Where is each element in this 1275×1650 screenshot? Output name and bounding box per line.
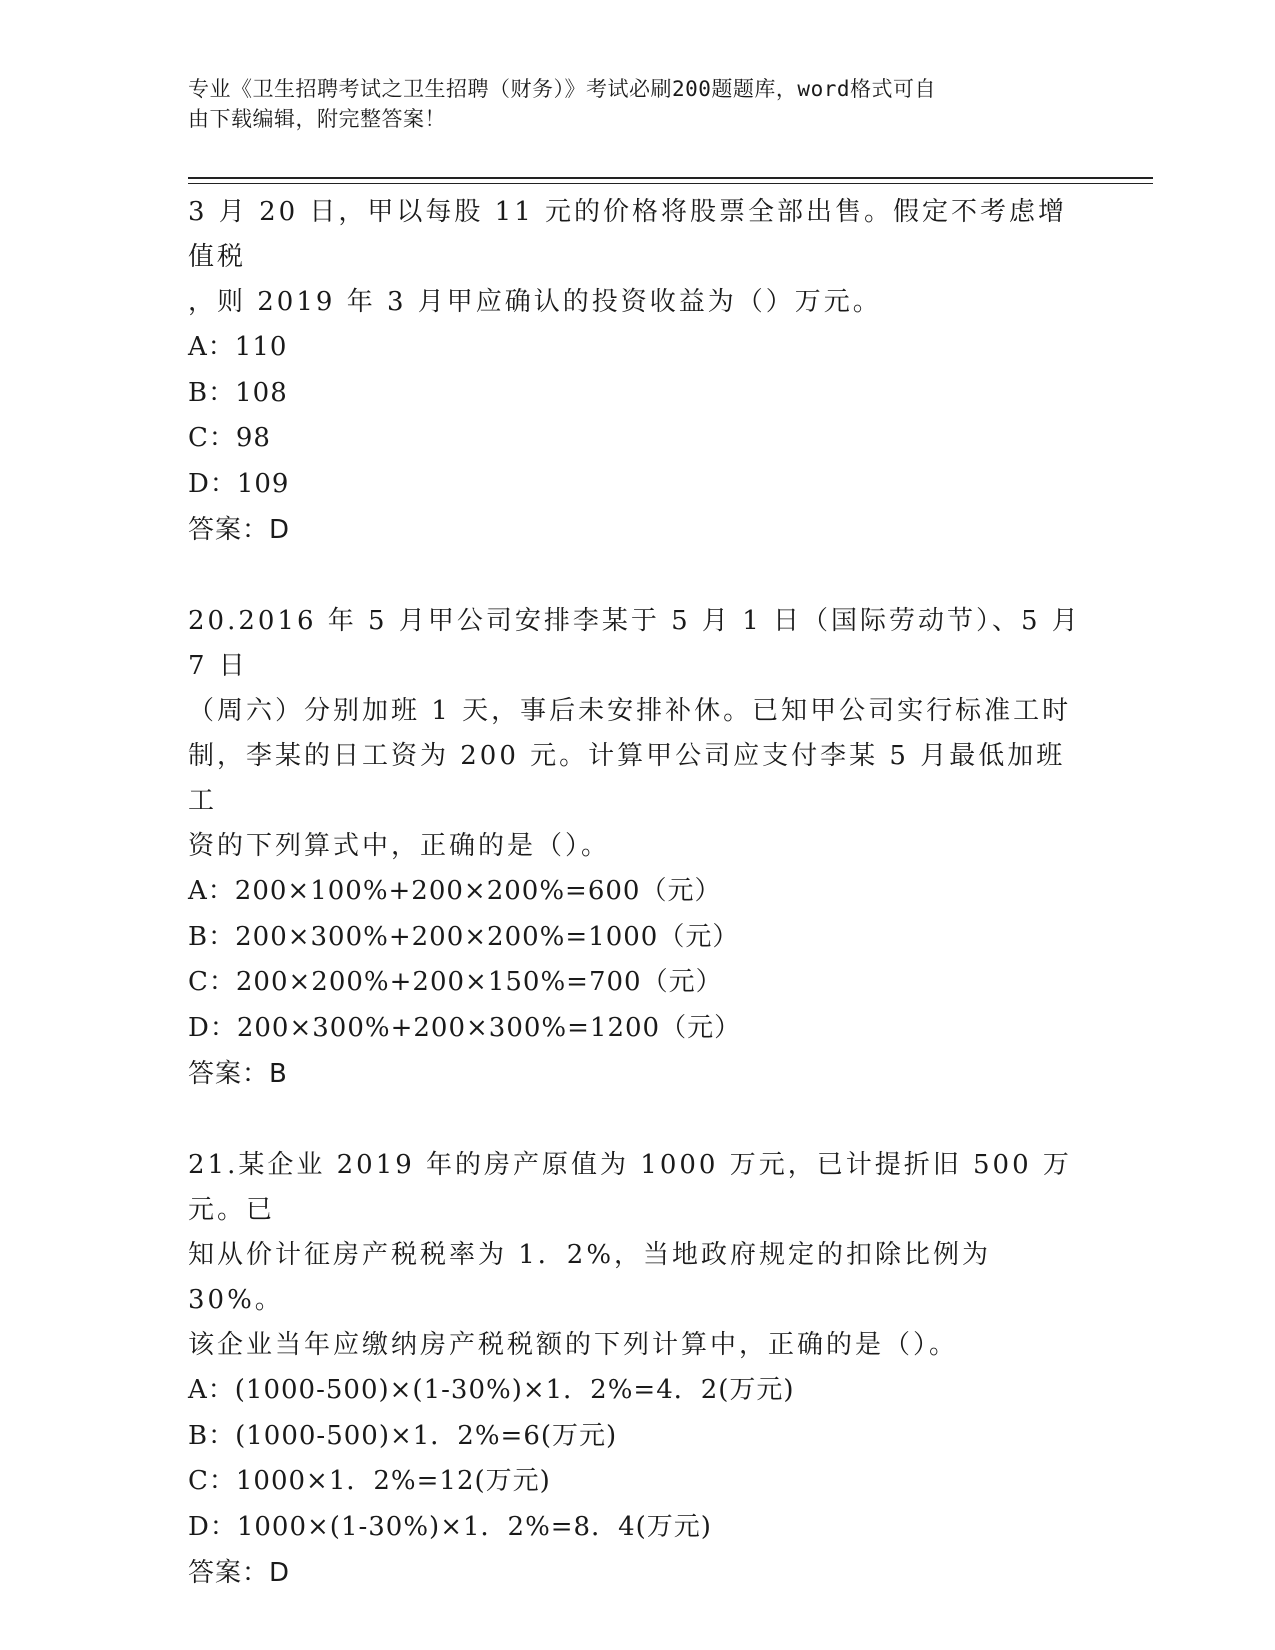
question-line: 该企业当年应缴纳房产税税额的下列计算中，正确的是（）。 bbox=[188, 1330, 959, 1360]
option-d: D：200×300%+200×300%=1200（元） bbox=[188, 1012, 742, 1043]
header-rule-thick bbox=[188, 177, 1153, 179]
question-line: 知从价计征房产税税率为 1．2%，当地政府规定的扣除比例为 30%。 bbox=[188, 1240, 992, 1315]
option-c: C：1000×1．2%=12(万元) bbox=[188, 1466, 551, 1496]
option-d: D：109 bbox=[188, 468, 290, 499]
answer-line: 答案：D bbox=[188, 1558, 291, 1588]
option-c: C：98 bbox=[188, 423, 271, 453]
header-line-1: 专业《卫生招聘考试之卫生招聘（财务）》考试必刷200题题库，word格式可自 bbox=[188, 77, 936, 101]
question-line: ，则 2019 年 3 月甲应确认的投资收益为（）万元。 bbox=[188, 287, 882, 317]
question-list bbox=[188, 190, 1088, 1596]
spacer bbox=[188, 553, 1088, 599]
question-block bbox=[188, 190, 1088, 553]
option-b: B：(1000-500)×1．2%=6(万元) bbox=[188, 1420, 618, 1451]
header-rule-thin bbox=[188, 183, 1153, 184]
spacer bbox=[188, 1097, 1088, 1143]
option-a: A：(1000-500)×(1-30%)×1．2%=4．2(万元) bbox=[188, 1375, 795, 1405]
option-d: D：1000×(1-30%)×1．2%=8．4(万元) bbox=[188, 1511, 712, 1542]
document-header bbox=[188, 74, 1068, 134]
question-line: 21.某企业 2019 年的房产原值为 1000 万元，已计提折旧 500 万元。已 bbox=[188, 1150, 1072, 1225]
answer-line: 答案：D bbox=[188, 515, 291, 545]
option-c: C：200×200%+200×150%=700（元） bbox=[188, 967, 723, 997]
option-b: B：200×300%+200×200%=1000（元） bbox=[188, 921, 740, 952]
question-block bbox=[188, 1143, 1088, 1596]
answer-line: 答案：B bbox=[188, 1059, 288, 1089]
question-line: （周六）分别加班 1 天，事后未安排补休。已知甲公司实行标准工时 bbox=[188, 696, 1072, 726]
option-a: A：200×100%+200×200%=600（元） bbox=[188, 876, 722, 906]
question-line: 3 月 20 日，甲以每股 11 元的价格将股票全部出售。假定不考虑增值税 bbox=[188, 197, 1068, 272]
option-b: B：108 bbox=[188, 377, 288, 408]
header-line-2: 由下载编辑，附完整答案！ bbox=[188, 107, 446, 131]
option-a: A：110 bbox=[188, 332, 288, 362]
question-block bbox=[188, 599, 1088, 1097]
question-line: 资的下列算式中，正确的是（）。 bbox=[188, 831, 611, 861]
question-line: 制，李某的日工资为 200 元。计算甲公司应支付李某 5 月最低加班工 bbox=[188, 741, 1066, 816]
question-line: 20.2016 年 5 月甲公司安排李某于 5 月 1 日（国际劳动节）、5 月 7 日 bbox=[188, 606, 1081, 681]
